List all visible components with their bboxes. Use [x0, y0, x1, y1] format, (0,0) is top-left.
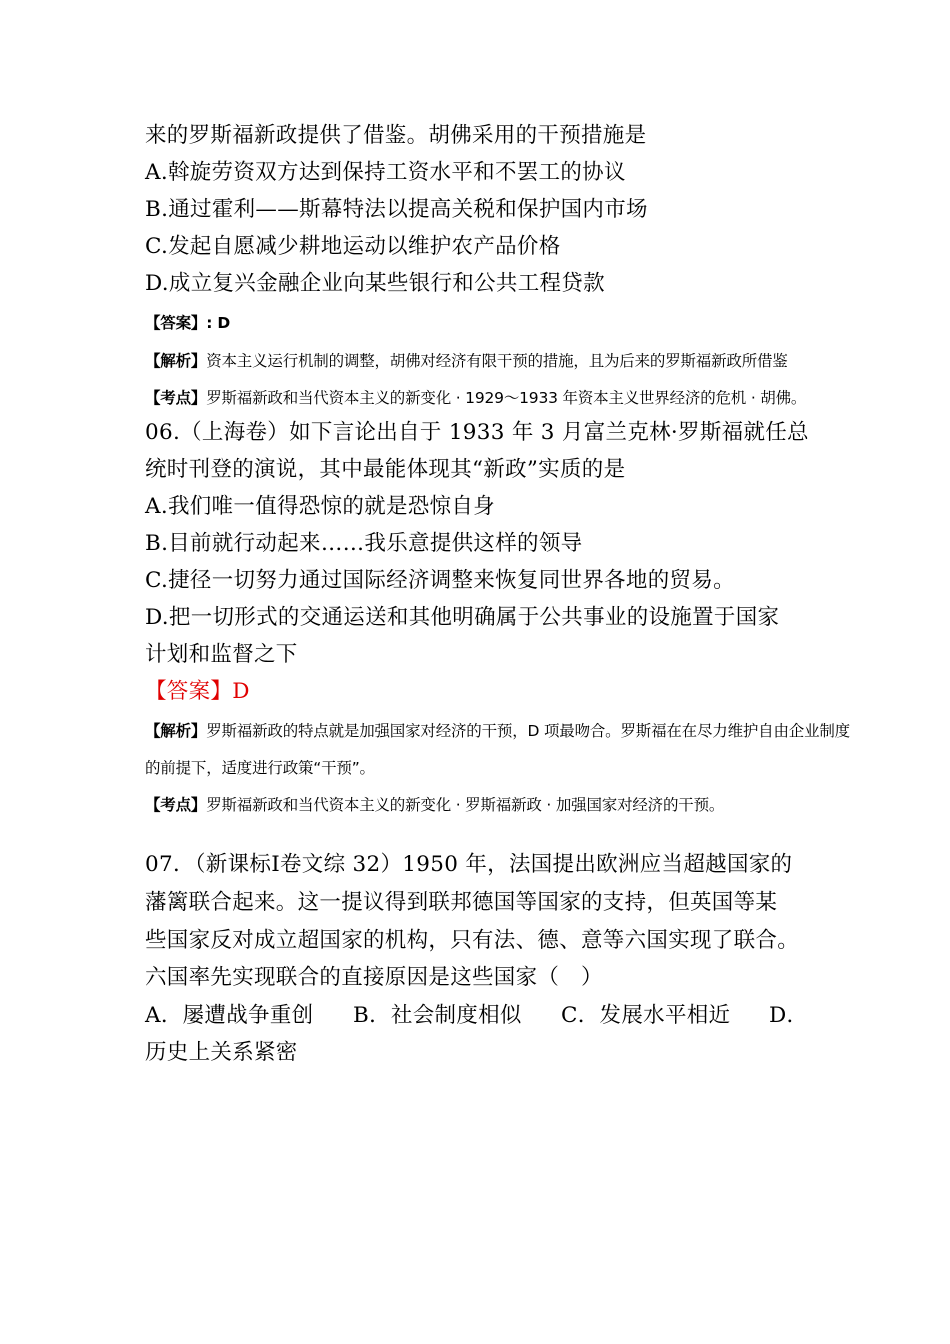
q05-option-b: B.通过霍利——斯幕特法以提高关税和保护国内市场: [145, 197, 648, 222]
q05-answer: [145, 312, 230, 334]
q07-option-c: C．发展水平相近: [561, 1003, 731, 1028]
q07-option-d-cont: 历史上关系紧密: [145, 1040, 298, 1065]
q05-exam-point: [145, 387, 806, 409]
q06-answer: 【答案】D: [145, 679, 250, 704]
q06-point-label: 【考点】: [145, 796, 207, 814]
q07-option-a: A．屡遭战争重创: [145, 1003, 314, 1028]
q06-exam-point: [145, 794, 724, 816]
q05-analysis: [145, 350, 788, 372]
q06-analysis-line2: 的前提下，适度进行政策“干预”。: [145, 759, 375, 777]
q05-option-d: D.成立复兴金融企业向某些银行和公共工程贷款: [145, 271, 605, 296]
q07-stem-line2: 藩篱联合起来。这一提议得到联邦德国等国家的支持，但英国等某: [145, 890, 778, 915]
q05-answer-label: 【答案】: [145, 314, 207, 332]
q06-stem-line1: 06.（上海卷）如下言论出自于 1933 年 3 月富兰克林·罗斯福就任总: [145, 420, 809, 445]
q06-option-d: D.把一切形式的交通运送和其他明确属于公共事业的设施置于国家: [145, 605, 780, 630]
q05-point-text: 罗斯福新政和当代资本主义的新变化 · 1929～1933 年资本主义世界经济的危机 · 胡佛。: [206, 389, 807, 407]
q07-option-b: B．社会制度相似: [353, 1003, 522, 1028]
q06-analysis-line1: [145, 720, 850, 742]
q05-answer-value: : D: [206, 314, 231, 332]
q05-point-label: 【考点】: [145, 389, 207, 407]
q06-option-a: A.我们唯一值得恐惊的就是恐惊自身: [145, 494, 495, 519]
q07-stem-line4: 六国率先实现联合的直接原因是这些国家（ ）: [145, 965, 603, 990]
q05-stem-tail: 来的罗斯福新政提供了借鉴。胡佛采用的干预措施是: [145, 123, 647, 148]
q06-analysis-text: 罗斯福新政的特点就是加强国家对经济的干预，D 项最吻合。罗斯福在在尽力维护自由企业制度: [206, 722, 850, 740]
q06-point-text: 罗斯福新政和当代资本主义的新变化 · 罗斯福新政 · 加强国家对经济的干预。: [206, 796, 725, 814]
q07-options-row: [145, 1001, 808, 1031]
q06-analysis-label: 【解析】: [145, 722, 207, 740]
q07-option-d: D．: [769, 1003, 809, 1028]
q05-analysis-text: 资本主义运行机制的调整，胡佛对经济有限干预的措施，且为后来的罗斯福新政所借鉴: [206, 352, 788, 370]
q05-option-a: A.斡旋劳资双方达到保持工资水平和不罢工的协议: [145, 160, 626, 185]
q06-option-d-cont: 计划和监督之下: [145, 642, 298, 667]
q05-analysis-label: 【解析】: [145, 352, 207, 370]
q06-stem-line2: 统时刊登的演说，其中最能体现其“新政”实质的是: [145, 457, 626, 482]
q07-stem-line1: 07．（新课标Ⅰ卷文综 32）1950 年，法国提出欧洲应当超越国家的: [145, 852, 793, 877]
q07-stem-line3: 些国家反对成立超国家的机构，只有法、德、意等六国实现了联合。: [145, 928, 800, 953]
q06-option-b: B.目前就行动起来……我乐意提供这样的领导: [145, 531, 583, 556]
q06-option-c: C.捷径一切努力通过国际经济调整来恢复同世界各地的贸易。: [145, 568, 735, 593]
q05-option-c: C.发起自愿减少耕地运动以维护农产品价格: [145, 234, 561, 259]
